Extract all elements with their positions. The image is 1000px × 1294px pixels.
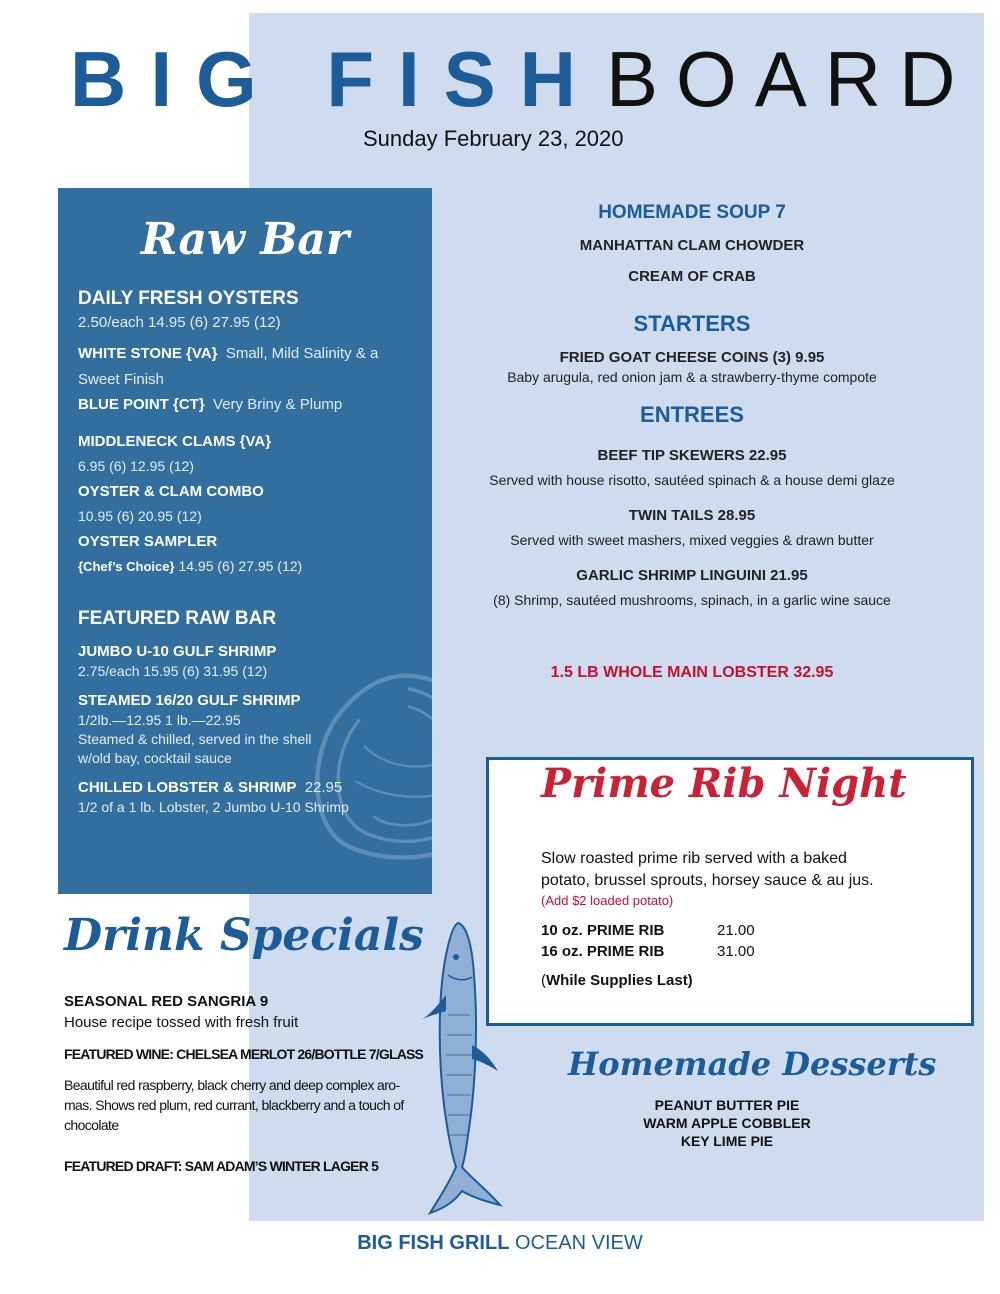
chilled-item <box>78 779 342 796</box>
steamed-desc-2: w/old bay, cocktail sauce <box>78 750 232 766</box>
middleneck-prices: 6.95 (6) 12.95 (12) <box>78 458 194 474</box>
entree-1-desc: Served with house risotto, sautéed spinach & a house demi glaze <box>489 472 895 488</box>
page-title <box>70 35 974 123</box>
dessert-1: PEANUT BUTTER PIE <box>654 1097 800 1113</box>
sampler-line <box>78 558 302 574</box>
soup-item-2: CREAM OF CRAB <box>628 268 756 285</box>
white-stone-desc-1: Small, Mild Salinity & a <box>225 345 379 362</box>
option-2-price: 31.00 <box>717 943 755 960</box>
entree-3-name: GARLIC SHRIMP LINGUINI 21.95 <box>576 567 808 584</box>
option-2-name: 16 oz. PRIME RIB <box>541 943 665 960</box>
steamed-prices: 1/2lb.—12.95 1 lb.—22.95 <box>78 712 241 728</box>
footer-location: OCEAN VIEW <box>514 1232 643 1254</box>
featured-raw-bar-heading: FEATURED RAW BAR <box>78 608 277 629</box>
option-1-price: 21.00 <box>717 922 755 939</box>
chilled-name: CHILLED LOBSTER & SHRIMP <box>78 779 297 796</box>
supply-note-text: While Supplies Last) <box>546 972 693 989</box>
drink-specials-title: Drink Specials <box>64 910 424 961</box>
steamed-desc-1: Steamed & chilled, served in the shell <box>78 731 312 747</box>
sampler-name: OYSTER SAMPLER <box>78 533 218 550</box>
prime-rib-supply-note <box>541 972 693 989</box>
wine-desc <box>64 1075 444 1135</box>
soup-item-1: MANHATTAN CLAM CHOWDER <box>579 237 805 254</box>
chilled-price: 22.95 <box>304 779 343 796</box>
oyster-shell-icon <box>298 658 432 878</box>
sangria-desc: House recipe tossed with fresh fruit <box>64 1014 299 1031</box>
jumbo-name: JUMBO U-10 GULF SHRIMP <box>78 643 277 660</box>
sampler-prices: 14.95 (6) 27.95 (12) <box>178 558 303 574</box>
soup-heading: HOMEMADE SOUP 7 <box>598 202 786 223</box>
dessert-3: KEY LIME PIE <box>680 1133 774 1149</box>
blue-point-desc: Very Briny & Plump <box>213 396 343 413</box>
prime-rib-option-2 <box>541 943 755 960</box>
wine-desc-3: chocolate <box>64 1117 119 1133</box>
white-stone-desc-2: Sweet Finish <box>78 371 164 388</box>
title-big-fish: BIG FISH <box>70 35 601 123</box>
prime-rib-title: Prime Rib Night <box>541 760 907 807</box>
raw-bar-panel <box>58 188 432 894</box>
steamed-name: STEAMED 16/20 GULF SHRIMP <box>78 692 301 709</box>
dessert-2: WARM APPLE COBBLER <box>643 1115 811 1131</box>
menu-date: Sunday February 23, 2020 <box>363 126 624 151</box>
white-stone-name: WHITE STONE {VA} <box>78 345 218 362</box>
prime-rib-desc-1: Slow roasted prime rib served with a baked <box>541 850 847 867</box>
entree-1-name: BEEF TIP SKEWERS 22.95 <box>597 447 787 464</box>
prime-rib-desc <box>541 848 921 892</box>
entree-3-desc: (8) Shrimp, sautéed mushrooms, spinach, in a garlic wine sauce <box>493 592 891 608</box>
daily-oysters-heading: DAILY FRESH OYSTERS <box>78 288 299 309</box>
sangria-name: SEASONAL RED SANGRIA 9 <box>64 993 269 1010</box>
wine-desc-2: mas. Shows red plum, red currant, blackberry and a touch of <box>64 1097 404 1113</box>
entrees-heading: ENTREES <box>640 402 744 427</box>
prime-rib-add-note: (Add $2 loaded potato) <box>541 893 674 908</box>
prime-rib-option-1 <box>541 922 755 939</box>
starter-desc: Baby arugula, red onion jam & a strawberry-thyme compote <box>507 369 877 385</box>
title-board: BOARD <box>606 35 974 123</box>
daily-oysters-prices: 2.50/each 14.95 (6) 27.95 (12) <box>78 314 281 331</box>
entree-2-desc: Served with sweet mashers, mixed veggies & drawn butter <box>510 532 874 548</box>
raw-bar-title: Raw Bar <box>140 214 350 265</box>
middleneck-name: MIDDLENECK CLAMS {VA} <box>78 433 272 450</box>
prime-rib-desc-2: potato, brussel sprouts, horsey sauce & au jus. <box>541 872 874 889</box>
starter-item: FRIED GOAT CHEESE COINS (3) 9.95 <box>559 349 825 366</box>
footer-brand: BIG FISH GRILL <box>357 1232 510 1254</box>
combo-prices: 10.95 (6) 20.95 (12) <box>78 508 202 524</box>
supply-note-paren: ( <box>541 972 546 989</box>
wine-desc-1: Beautiful red raspberry, black cherry and deep complex aro- <box>64 1077 400 1093</box>
combo-name: OYSTER & CLAM COMBO <box>78 483 264 500</box>
white-stone-item <box>78 341 418 393</box>
prime-rib-box <box>486 757 974 1026</box>
footer <box>0 1232 1000 1255</box>
draft-name: FEATURED DRAFT: SAM ADAM’S WINTER LAGER 5 <box>64 1158 379 1174</box>
chilled-desc: 1/2 of a 1 lb. Lobster, 2 Jumbo U-10 Shrimp <box>78 799 349 815</box>
starters-heading: STARTERS <box>633 311 751 336</box>
jumbo-prices: 2.75/each 15.95 (6) 31.95 (12) <box>78 663 268 679</box>
blue-point-item <box>78 396 342 413</box>
option-1-name: 10 oz. PRIME RIB <box>541 922 665 939</box>
wine-name: FEATURED WINE: CHELSEA MERLOT 26/BOTTLE 7/GLASS <box>64 1046 424 1062</box>
desserts-title: Homemade Desserts <box>568 1045 937 1083</box>
lobster-special: 1.5 LB WHOLE MAIN LOBSTER 32.95 <box>550 664 834 681</box>
fish-illustration-icon <box>400 915 520 1215</box>
entree-2-name: TWIN TAILS 28.95 <box>628 507 756 524</box>
sampler-chef: {Chef’s Choice} <box>78 559 175 574</box>
blue-point-name: BLUE POINT {CT} <box>78 396 205 413</box>
